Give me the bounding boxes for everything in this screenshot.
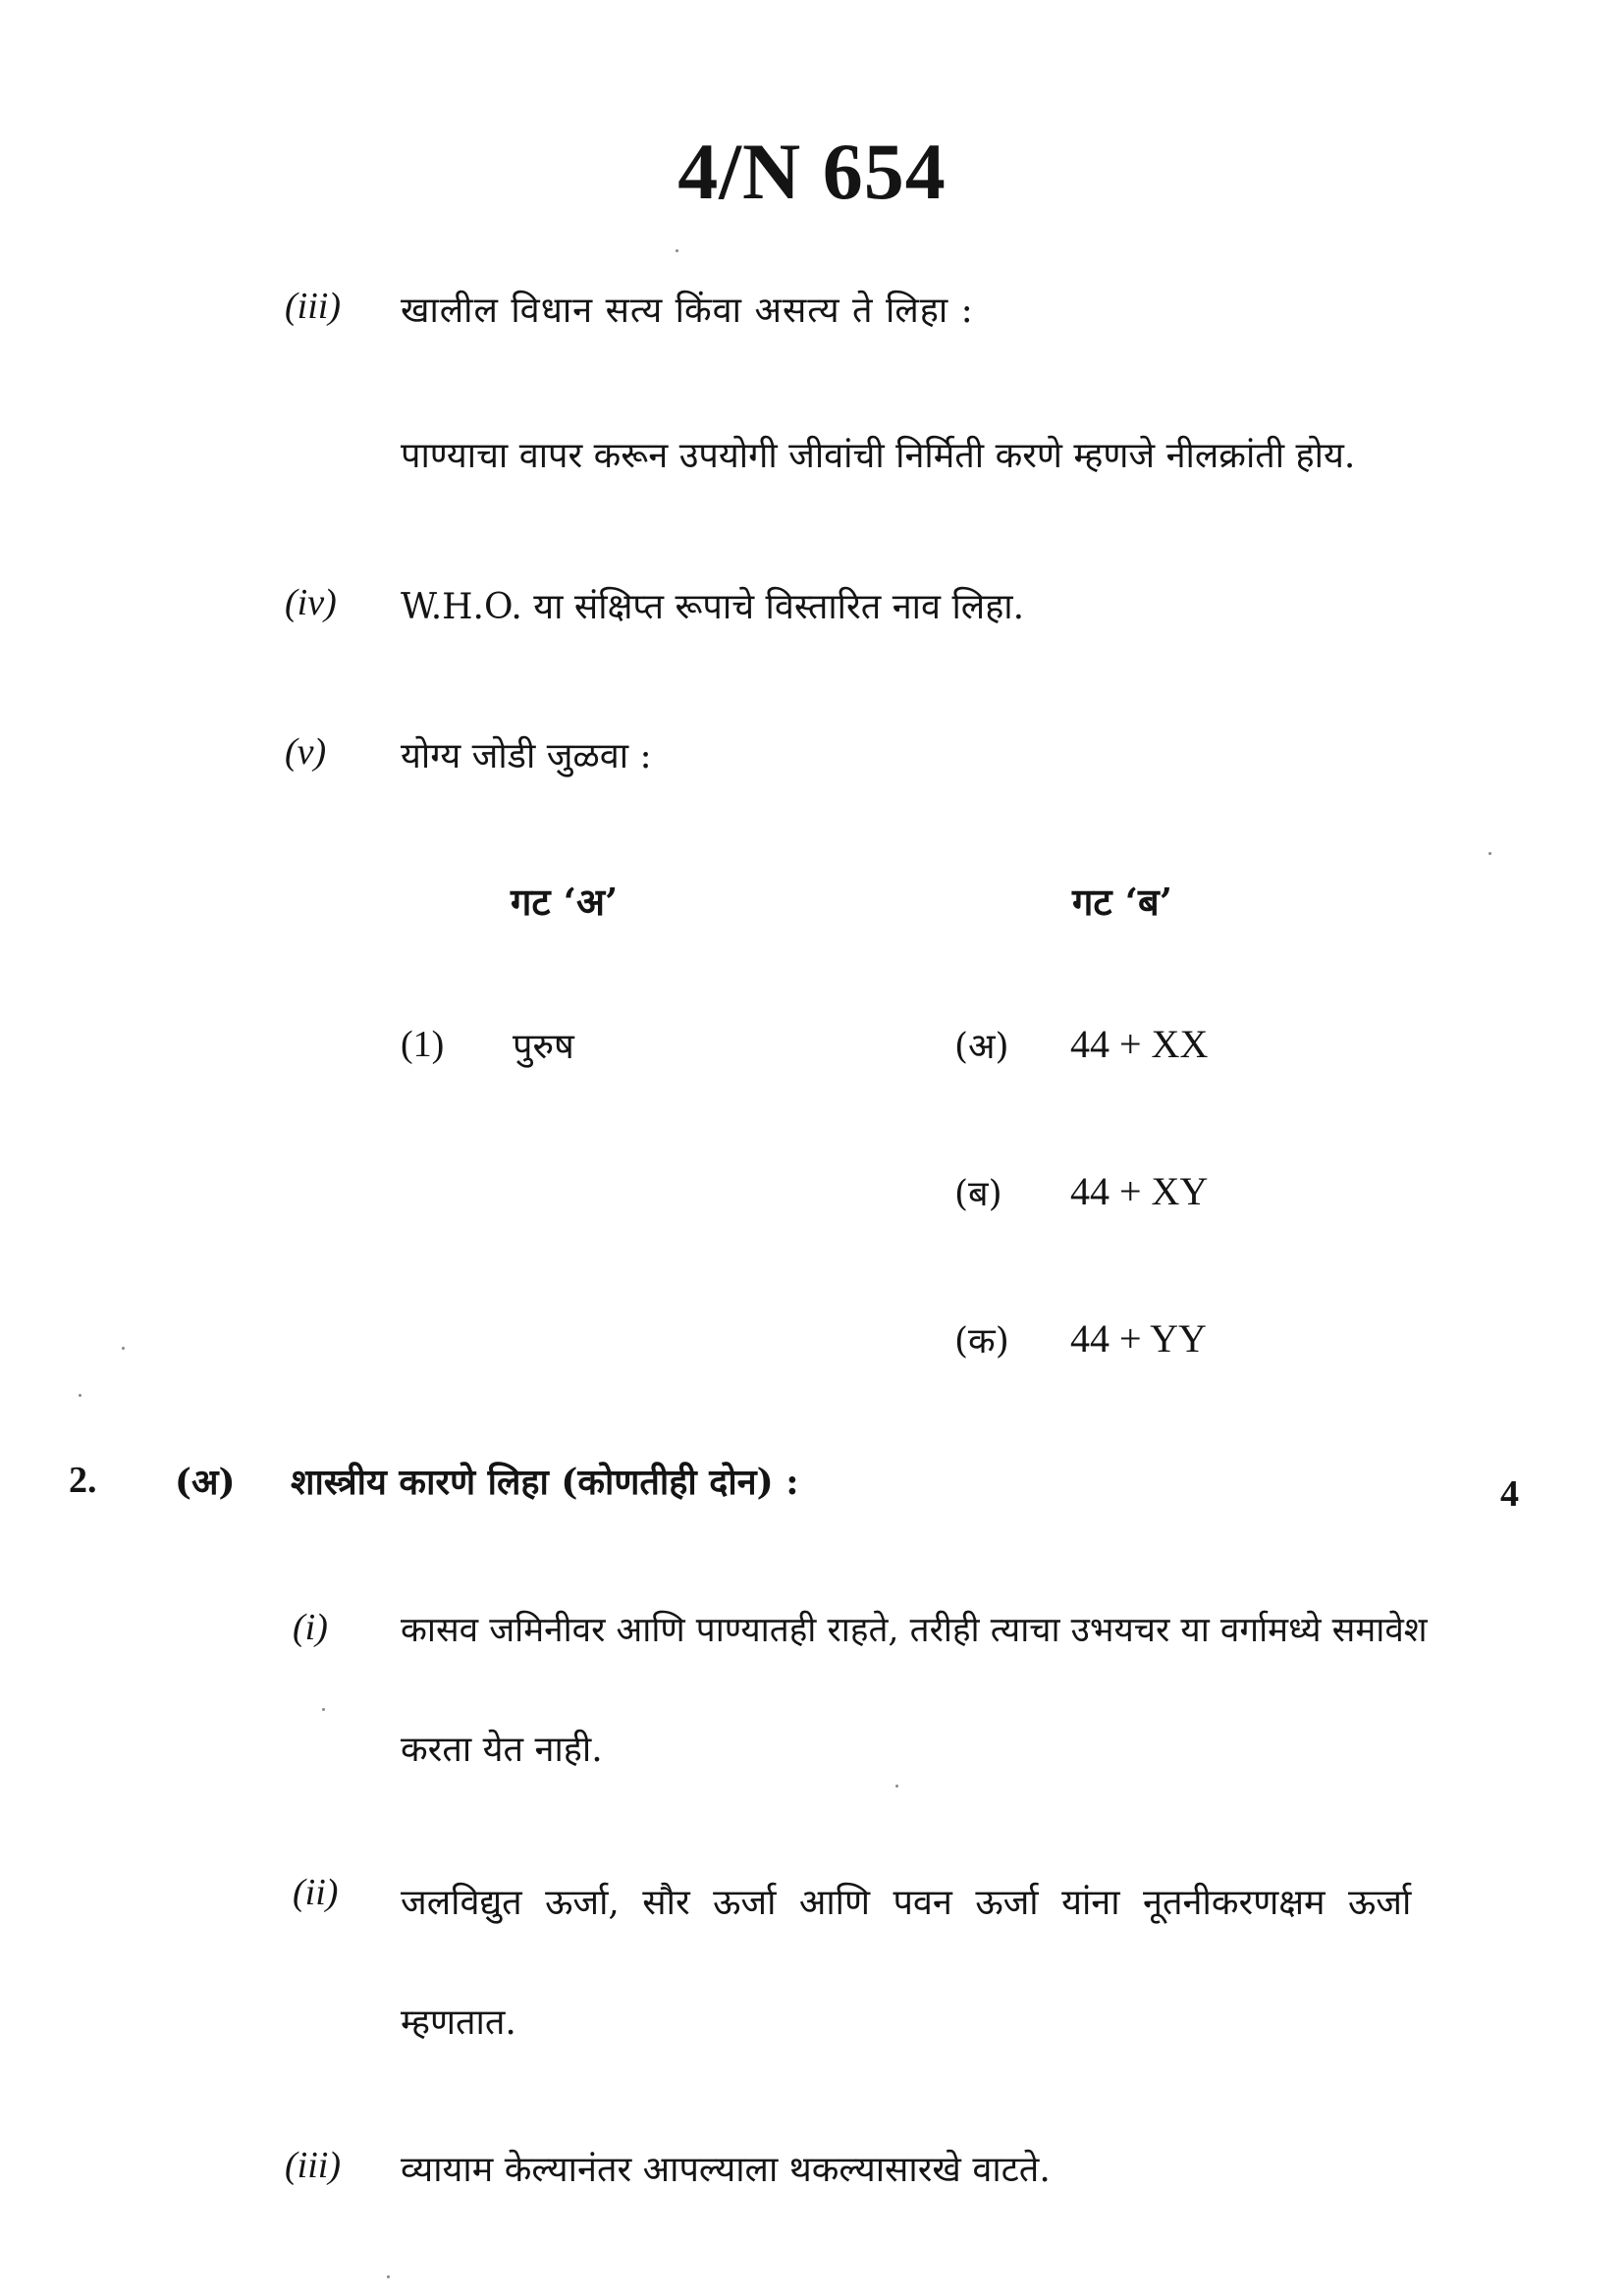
group-b-item-value: 44 + YY	[1070, 1316, 1207, 1361]
reason-item-number: (i)	[293, 1607, 328, 1648]
paper-code: 4/N 654	[677, 127, 947, 216]
reason-item-line: कासव जमिनीवर आणि पाण्यातही राहते, तरीही त्याचा उभयचर या वर्गामध्ये समावेश	[401, 1611, 1428, 1650]
question-statement: पाण्याचा वापर करून उपयोगी जीवांची निर्मिती करणे म्हणजे नीलक्रांती होय.	[401, 436, 1356, 476]
group-b-item-number: (अ)	[954, 1027, 1009, 1067]
group-b-item-value: 44 + XX	[1070, 1022, 1209, 1066]
question-2-part: (अ)	[175, 1462, 236, 1503]
question-2-title: शास्त्रीय कारणे लिहा (कोणतीही दोन) :	[291, 1462, 799, 1503]
group-a-heading: गट ‘अ’	[511, 880, 619, 924]
scan-speck	[1489, 852, 1491, 855]
group-a-item-label: पुरुष	[513, 1027, 574, 1067]
question-number: (iv)	[285, 582, 337, 623]
scan-speck	[122, 1347, 125, 1350]
reason-item-line: व्यायाम केल्यानंतर आपल्याला थकल्यासारखे वाटते.	[401, 2150, 1051, 2190]
scan-speck	[676, 249, 678, 252]
reason-item-number: (ii)	[293, 1872, 339, 1913]
scan-speck	[895, 1785, 898, 1788]
question-number: (v)	[285, 731, 327, 773]
scan-speck	[387, 2275, 390, 2278]
reason-item-line: जलविद्युत ऊर्जा, सौर ऊर्जा आणि पवन ऊर्जा यांना नूतनीकरणक्षम ऊर्जा	[401, 1883, 1412, 1923]
question-text: योग्य जोडी जुळवा :	[401, 736, 652, 776]
group-b-item-value: 44 + XY	[1070, 1169, 1209, 1213]
scan-speck	[79, 1394, 81, 1397]
question-text: W.H.O. या संक्षिप्त रूपाचे विस्तारित नाव लिहा.	[401, 587, 1025, 627]
reason-item-line: म्हणतात.	[401, 2002, 516, 2043]
question-text: खालील विधान सत्य किंवा असत्य ते लिहा :	[401, 291, 974, 331]
question-2-marks: 4	[1500, 1473, 1519, 1515]
reason-item-line: करता येत नाही.	[401, 1730, 603, 1770]
question-2-number: 2.	[69, 1460, 97, 1501]
question-number: (iii)	[285, 286, 341, 327]
group-b-heading: गट ‘ब’	[1072, 880, 1172, 924]
scan-speck	[322, 1708, 325, 1711]
group-a-item-number: (1)	[401, 1024, 445, 1065]
reason-item-number: (iii)	[285, 2145, 341, 2186]
group-b-item-number: (क)	[954, 1321, 1009, 1362]
group-b-item-number: (ब)	[954, 1174, 1002, 1214]
